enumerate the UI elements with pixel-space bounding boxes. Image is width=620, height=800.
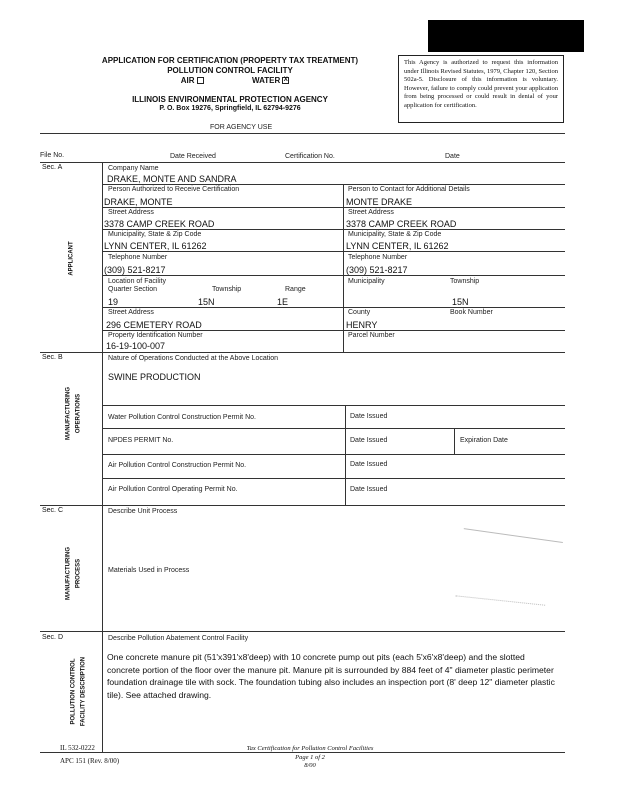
phone-label: Telephone Number <box>108 254 168 261</box>
divider <box>40 133 565 134</box>
township2-value[interactable]: 15N <box>452 297 469 307</box>
phone-value[interactable]: (309) 521-8217 <box>104 265 166 275</box>
materials-used-label: Materials Used in Process <box>108 567 190 574</box>
row-line <box>102 184 565 185</box>
city2-value[interactable]: LYNN CENTER, IL 61262 <box>346 241 449 251</box>
agency-address: P. O. Box 19276, Springfield, IL 62794-9276 <box>159 105 301 112</box>
row-line <box>102 207 565 208</box>
property-id-value[interactable]: 16-19-100-007 <box>106 341 166 351</box>
water-permit-date-label: Date Issued <box>350 413 388 420</box>
row-line <box>102 229 565 230</box>
form-subtitle: POLLUTION CONTROL FACILITY <box>167 66 293 75</box>
row-line <box>102 428 565 429</box>
range-value[interactable]: 1E <box>277 297 289 307</box>
row-line <box>102 307 565 308</box>
property-id-label: Property Identification Number <box>108 332 203 339</box>
company-name-value[interactable]: DRAKE, MONTE AND SANDRA <box>107 174 237 184</box>
frame-top <box>40 162 565 163</box>
city-label: Municipality, State & Zip Code <box>108 231 202 238</box>
footer-date: 8/00 <box>304 762 316 769</box>
apc-revision: APC 151 (Rev. 8/00) <box>60 757 120 765</box>
row-line <box>102 251 565 252</box>
section-d-label: Sec. D <box>42 634 64 641</box>
facility-side-label-2: FACILITY DESCRIPTION <box>80 656 87 727</box>
facility-description-label: Describe Pollution Abatement Control Facility <box>108 635 249 642</box>
faint-stamp-mark <box>461 528 563 562</box>
certification-no-label: Certification No. <box>285 153 335 160</box>
authorized-person-label: Person Authorized to Receive Certification <box>108 186 240 193</box>
process-side-label-2: PROCESS <box>75 558 82 589</box>
facility-street-label: Street Address <box>108 309 154 316</box>
operations-side-label-2: OPERATIONS <box>75 393 82 434</box>
quarter-section-value[interactable]: 19 <box>108 297 119 307</box>
date-received-label: Date Received <box>170 153 216 160</box>
street2-value[interactable]: 3378 CAMP CREEK ROAD <box>346 219 457 229</box>
phone2-label: Telephone Number <box>348 254 408 261</box>
air-label: AIR <box>180 76 195 85</box>
row-line <box>102 405 565 406</box>
contact-person-value[interactable]: MONTE DRAKE <box>346 197 413 207</box>
book-number-label: Book Number <box>450 309 493 316</box>
npdes-divider <box>454 428 455 454</box>
facility-side-label-1: POLLUTION CONTROL <box>70 658 77 725</box>
agency-use-title: FOR AGENCY USE <box>210 124 273 131</box>
section-a-bottom <box>40 352 565 353</box>
section-c-label: Sec. C <box>42 507 64 514</box>
nature-operations-value[interactable]: SWINE PRODUCTION <box>108 372 201 382</box>
township-value[interactable]: 15N <box>198 297 215 307</box>
air-operating-permit-label: Air Pollution Control Operating Permit No. <box>108 486 238 493</box>
township2-label: Township <box>450 278 480 285</box>
authorized-person-value[interactable]: DRAKE, MONTE <box>104 197 173 207</box>
unit-process-label: Describe Unit Process <box>108 508 178 515</box>
npdes-date-label: Date Issued <box>350 437 388 444</box>
county-label: County <box>348 309 371 316</box>
applicant-side-label: APPLICANT <box>68 241 75 276</box>
row-line <box>102 478 565 479</box>
facility-description-text[interactable]: One concrete manure pit (51'x391'x8'deep) with 10 concrete pump out pits (each 5'x6'x8'deep) and the slotted concrete portion of the floor over the manure pit. Manure pit is surrounded by 884 feet of 4" diameter plastic perimeter foundation drainage tile with sock. The foundation tubing also includes an inspection port (8' deep 12" diameter plastic tile). See attached drawing. <box>107 652 555 700</box>
section-b-label: Sec. B <box>42 354 63 361</box>
disclosure-notice: This Agency is authorized to request this information under Illinois Revised Statutes, 1979, Chapter 120, Section 502a-5. Disclosure of this information is voluntary. However, failure to comply could prevent your application from being processed or could result in denial of your application for certification. <box>398 55 564 123</box>
company-name-label: Company Name <box>108 165 159 172</box>
medium-selector <box>150 76 320 86</box>
process-side-label-1: MANUFACTURING <box>65 547 72 600</box>
operations-side-label-1: MANUFACTURING <box>65 387 72 440</box>
phone2-value[interactable]: (309) 521-8217 <box>346 265 408 275</box>
section-b-bottom <box>40 505 565 506</box>
facility-street-value[interactable]: 296 CEMETERY ROAD <box>106 320 202 330</box>
redaction-block <box>428 20 584 52</box>
water-label: WATER <box>251 76 281 85</box>
air-construction-date-label: Date Issued <box>350 461 388 468</box>
quarter-section-label: Quarter Section <box>108 286 158 293</box>
faint-stamp-mark <box>455 595 545 612</box>
npdes-permit-label: NPDES PERMIT No. <box>108 437 174 444</box>
form-number: IL 532-0222 <box>60 744 95 752</box>
water-permit-label: Water Pollution Control Construction Permit No. <box>108 414 256 421</box>
contact-person-label: Person to Contact for Additional Details <box>348 186 470 193</box>
street-value[interactable]: 3378 CAMP CREEK ROAD <box>104 219 215 229</box>
water-checkbox[interactable]: X <box>283 77 288 84</box>
form-title: APPLICATION FOR CERTIFICATION (PROPERTY TAX TREATMENT) <box>101 56 359 65</box>
street-label: Street Address <box>108 209 154 216</box>
nature-operations-label: Nature of Operations Conducted at the Above Location <box>108 355 279 362</box>
air-checkbox[interactable] <box>197 77 204 84</box>
row-line <box>102 454 565 455</box>
range-label: Range <box>285 286 306 293</box>
page-number: Page 1 of 2 <box>295 754 325 761</box>
agency-name: ILLINOIS ENVIRONMENTAL PROTECTION AGENCY <box>132 95 328 104</box>
agency-date-label: Date <box>445 153 460 160</box>
footer-title: Tax Certification for Pollution Control Facilities <box>246 745 374 752</box>
city2-label: Municipality, State & Zip Code <box>348 231 442 238</box>
npdes-expiration-label: Expiration Date <box>460 437 508 444</box>
section-a-column-divider <box>343 184 344 352</box>
township-label: Township <box>212 286 242 293</box>
file-no-label: File No. <box>40 152 65 159</box>
city-value[interactable]: LYNN CENTER, IL 61262 <box>104 241 207 251</box>
county-value[interactable]: HENRY <box>346 320 378 330</box>
street2-label: Street Address <box>348 209 394 216</box>
row-line <box>102 275 565 276</box>
parcel-number-label: Parcel Number <box>348 332 395 339</box>
row-line <box>102 330 565 331</box>
section-a-label: Sec. A <box>42 164 63 171</box>
air-operating-date-label: Date Issued <box>350 486 388 493</box>
location-label: Location of Facility <box>108 278 166 285</box>
section-b-column-divider <box>345 405 346 505</box>
section-c-bottom <box>40 631 565 632</box>
municipality-label: Municipality <box>348 278 385 285</box>
air-construction-permit-label: Air Pollution Control Construction Permit No. <box>108 462 247 469</box>
